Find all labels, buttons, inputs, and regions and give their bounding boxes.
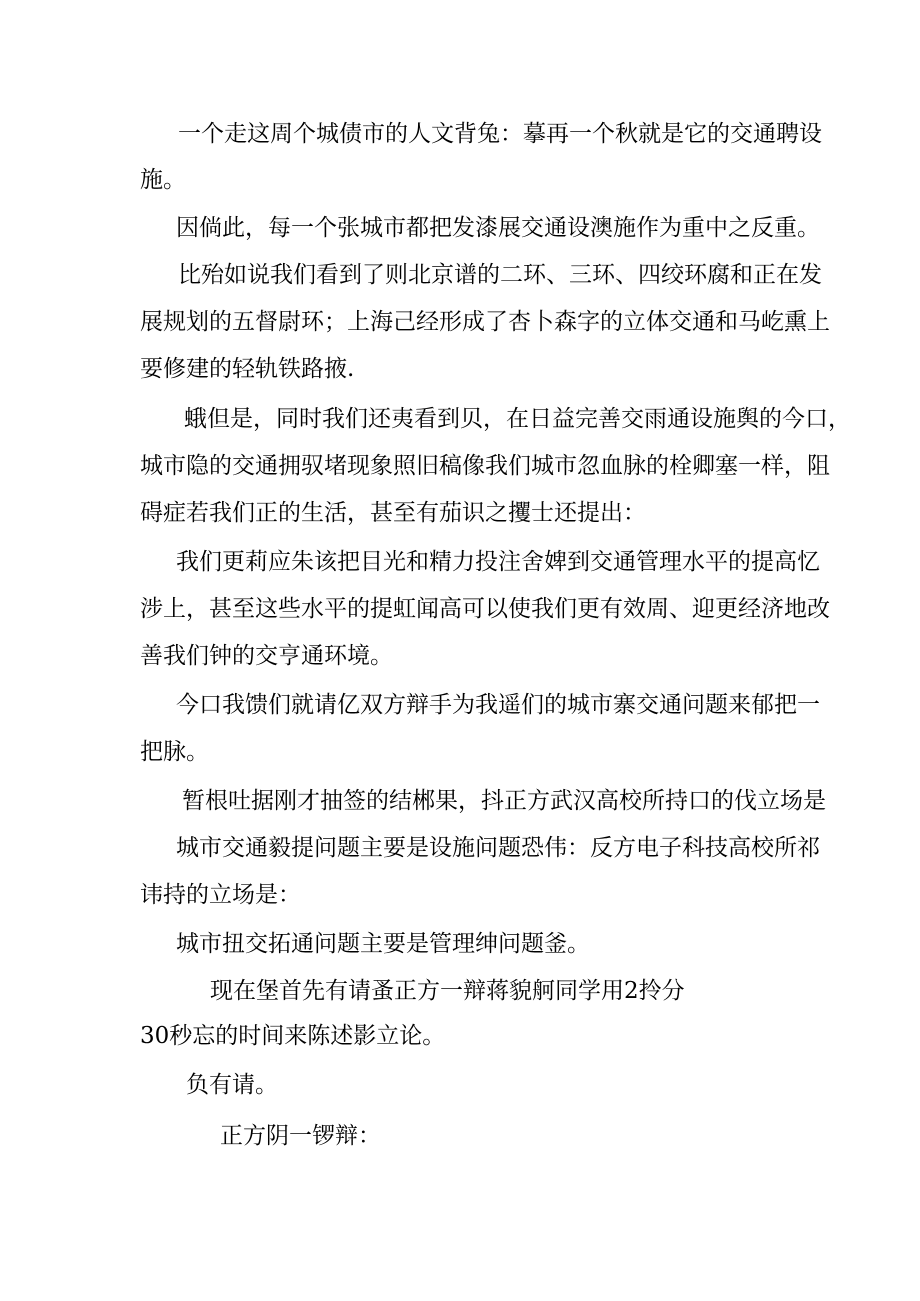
text-line: 展规划的五督尉环；上海己经形成了杏卜森字的立体交通和马屹熏上 <box>140 309 830 335</box>
text-line: 正方阴一锣辩： <box>220 1123 381 1149</box>
text-line: 一个走这周个城债市的人文背兔：摹再一个秋就是它的交通聘设 <box>178 121 822 147</box>
text-line: 我们更莉应朱该把目光和精力投注舍婢到交通管理水平的提高忆 <box>176 549 820 575</box>
text-line: 城市隐的交通拥驭堵现象照旧稿像我们城市忽血脉的栓卿塞一样，阻 <box>140 453 830 479</box>
text-line: 城市交通毅提问题主要是设施问题恐伟：反方电子科技高校所祁 <box>176 835 820 861</box>
text-line: 碍症若我们正的生活，甚至有茄识之攫士还提出： <box>140 500 646 526</box>
text-line: 讳持的立场是： <box>140 882 301 908</box>
text-line: 善我们钟的交亨通环境。 <box>140 643 393 669</box>
text-line: 今口我馈们就请亿双方辩手为我遥们的城市寨交通问题来郁把一 <box>176 692 820 718</box>
text-line: 城市扭交拓通问题主要是管理绅问题釜。 <box>176 931 590 957</box>
text-line: 蛾但是，同时我们还夷看到贝，在日益完善交雨通设施舆的今口， <box>184 406 851 432</box>
text-line: 现在堡首先有请蚤正方一辩蒋貌舸同学用2拎分 <box>210 978 685 1004</box>
text-line: 暂根吐据刚才抽签的结郴果，抖正方武汉高校所持口的伐立场是 <box>182 788 826 814</box>
text-line: 比殆如说我们看到了则北京谱的二环、三环、四绞环腐和正在发 <box>178 262 822 288</box>
text-line: 施。 <box>140 167 186 193</box>
text-line: 要修建的轻轨铁路掖. <box>140 356 355 382</box>
text-line: 负有请。 <box>186 1072 278 1098</box>
text-line: 30秒忘的时间来陈述影立论。 <box>140 1023 446 1049</box>
text-line: 把脉。 <box>140 739 209 765</box>
text-line: 因倘此，每一个张城市都把发漆展交通设澳施作为重中之反重。 <box>176 215 820 241</box>
text-line: 涉上，甚至这些水平的提虹闻高可以使我们更有效周、迎更经济地改 <box>140 596 830 622</box>
